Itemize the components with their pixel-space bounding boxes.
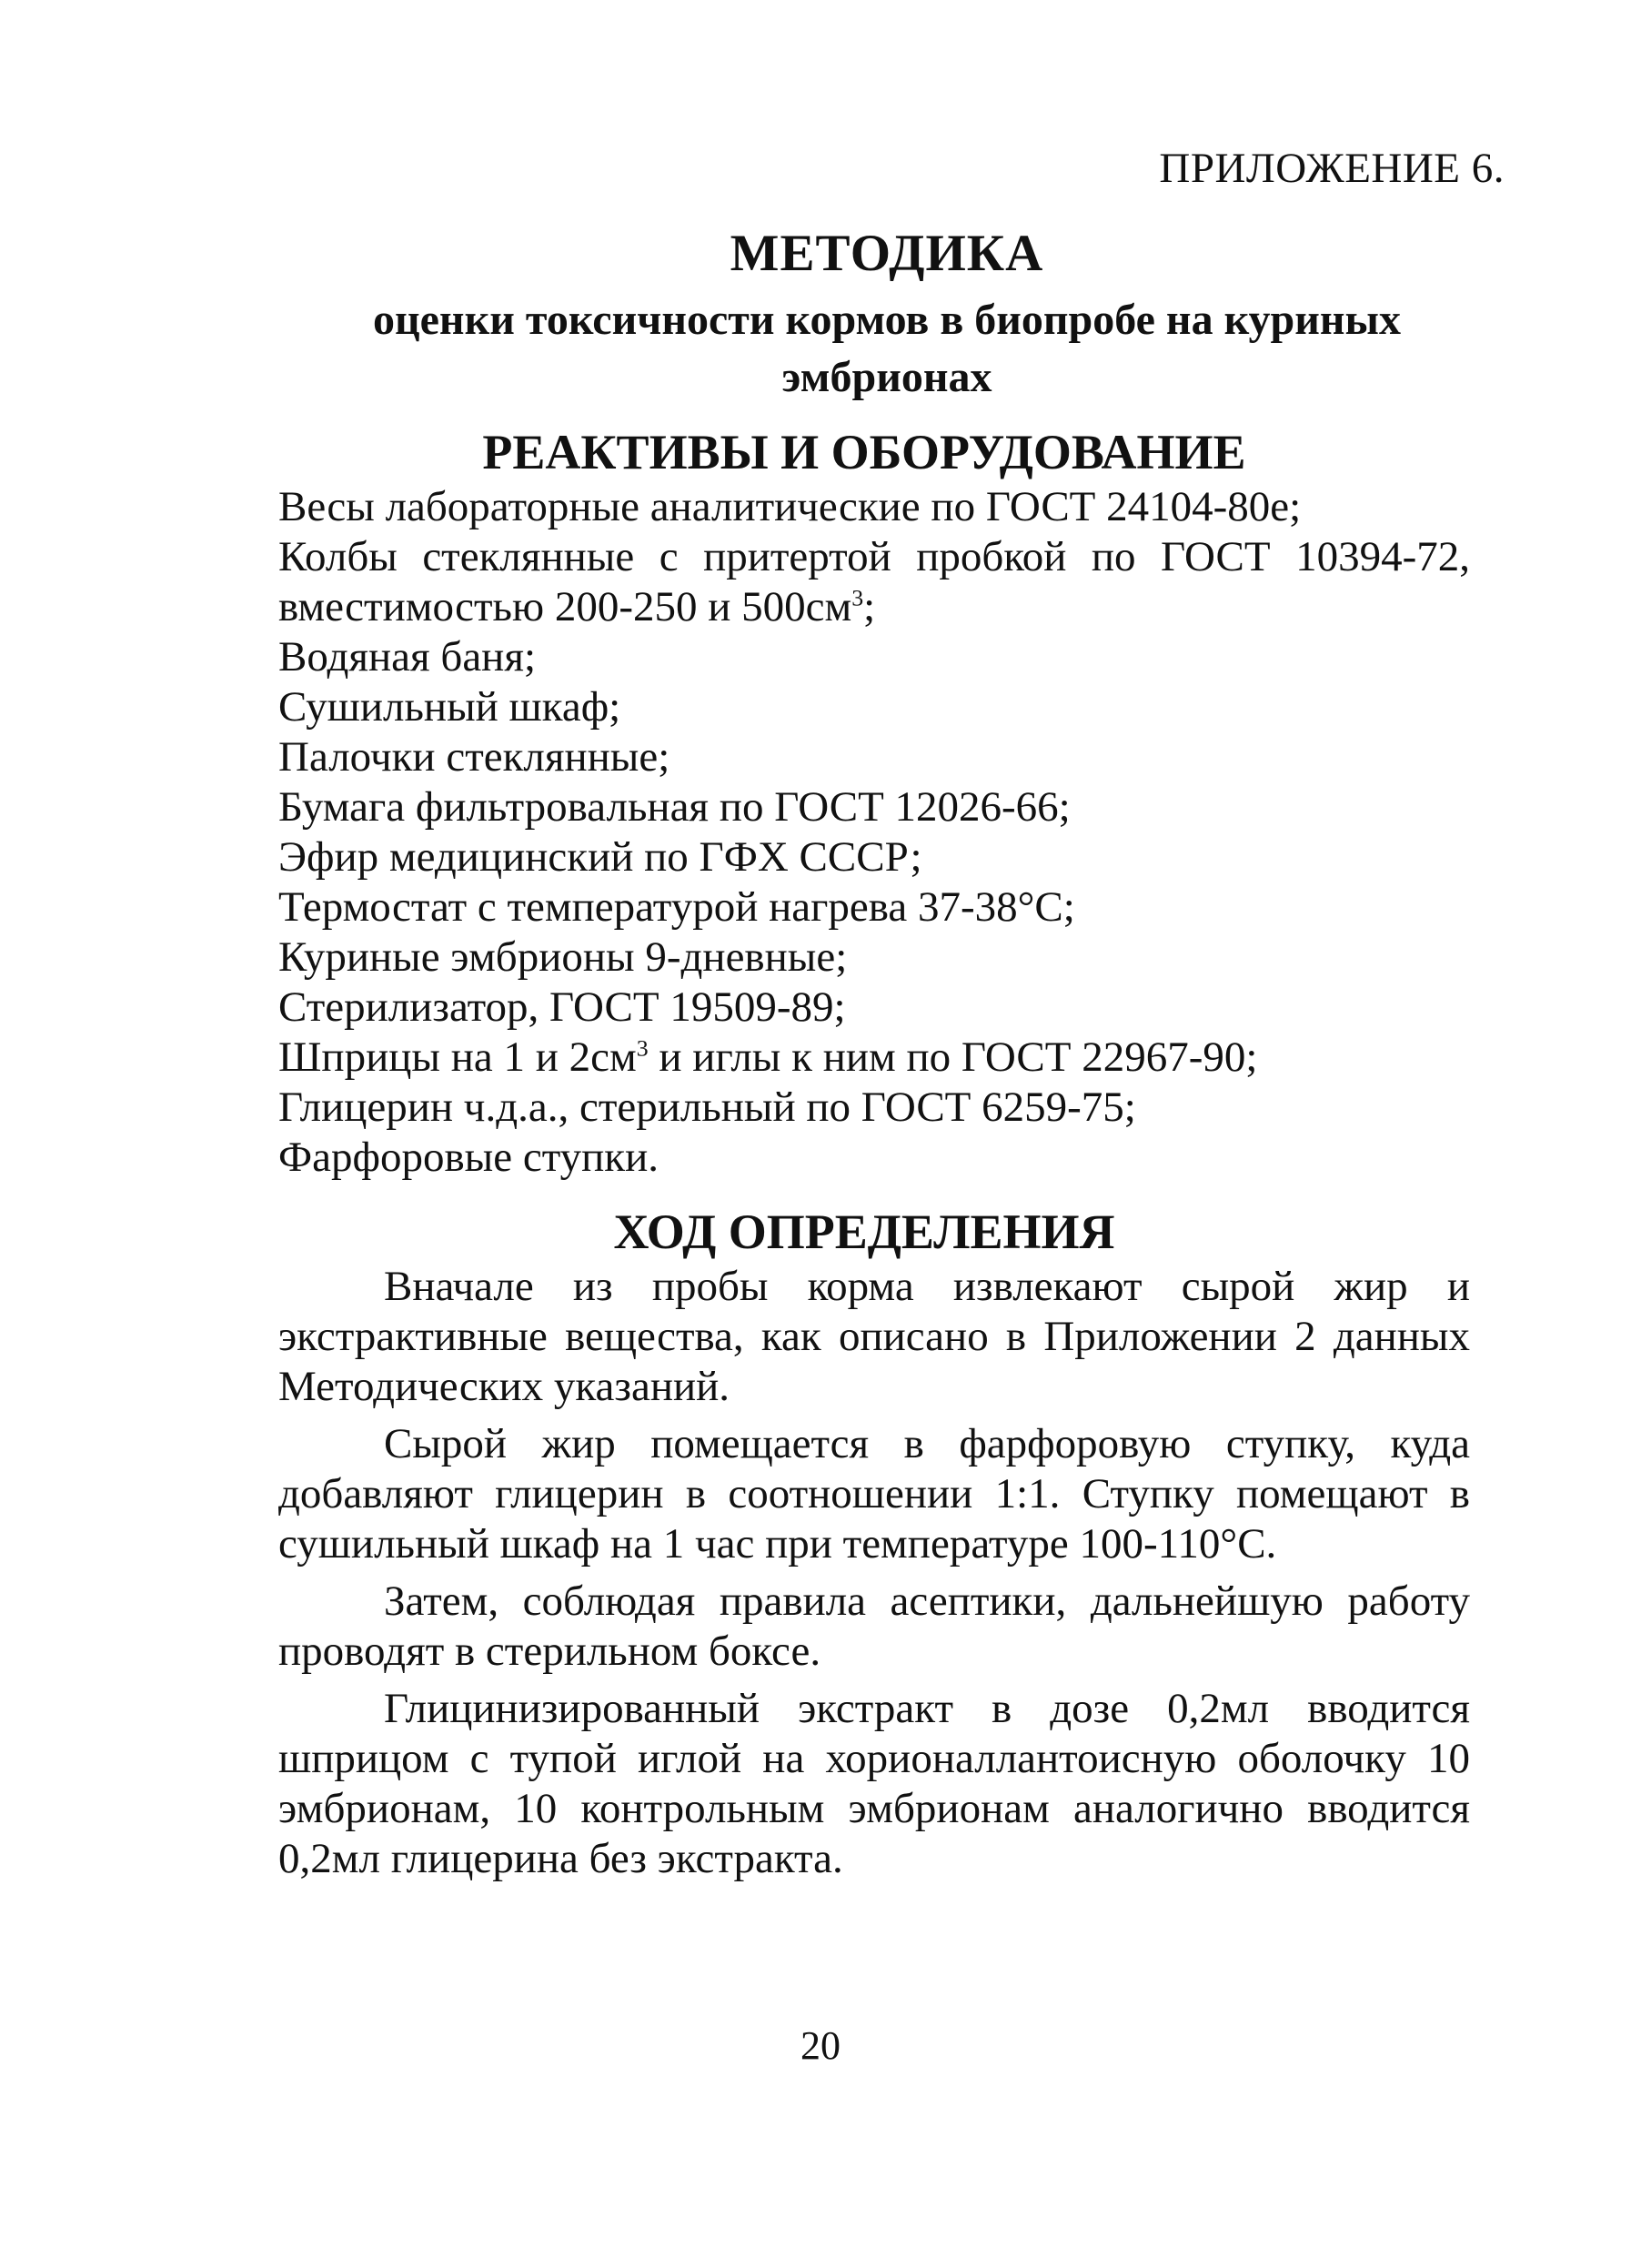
reagent-item: Глицерин ч.д.а., стерильный по ГОСТ 6259-75; (278, 1084, 1136, 1131)
reagent-item: Термостат с температурой нагрева 37-38°С; (278, 883, 1075, 931)
title-subtitle-line-1: оценки токсичности кормов в биопробе на куриных (372, 296, 1402, 344)
reagent-item: Весы лабораторные аналитические по ГОСТ 24104-80е; (278, 483, 1302, 530)
reagent-item: Колбы стеклянные с притертой пробкой по ГОСТ 10394-72, вместимостью 200-250 и $500см^3$; (278, 533, 1470, 630)
appendix-label: ПРИЛОЖЕНИЕ 6. (1159, 145, 1505, 192)
reagent-item: Фарфоровые ступки. (278, 1134, 659, 1181)
reagent-item: Бумага фильтровальная по ГОСТ 12026-66; (278, 783, 1071, 831)
page-number: 20 (800, 2023, 841, 2068)
document-title (273, 217, 1501, 406)
procedure-body (278, 1262, 1470, 1891)
reagent-item: Шприцы на 1 и $2см^3$ и иглы к ним по ГОСТ 22967-90; (278, 1033, 1258, 1081)
procedure-paragraph: Затем, соблюдая правила асептики, дальнейшую работу проводят в стерильном боксе. (278, 1578, 1470, 1675)
title-subtitle-line-2: эмбрионах (781, 353, 992, 401)
reagent-item: Палочки стеклянные; (278, 733, 670, 781)
procedure-paragraph: Глицинизированный экстракт в дозе 0,2мл вводится шприцом с тупой иглой на хорионаллантоисную оболочку 10 эмбрионам, 10 контрольным эмбрионам аналогично вводится 0,2мл глицерина без экстракта. (278, 1685, 1470, 1882)
procedure-paragraph: Вначале из пробы корма извлекают сырой жир и экстрактивные вещества, как описано в Приложении 2 данных Методических указаний. (278, 1263, 1470, 1410)
procedure-heading: ХОД ОПРЕДЕЛЕНИЯ (613, 1205, 1115, 1259)
title-main: МЕТОДИКА (730, 225, 1044, 282)
reagent-item: Эфир медицинский по ГФХ СССР; (278, 833, 922, 881)
reagent-list (278, 482, 1470, 1183)
reagents-heading: РЕАКТИВЫ И ОБОРУДОВАНИЕ (482, 425, 1246, 479)
reagent-item: Стерилизатор, ГОСТ 19509-89; (278, 983, 846, 1031)
procedure-paragraph: Сырой жир помещается в фарфоровую ступку, куда добавляют глицерин в соотношении 1:1. Ступку помещают в сушильный шкаф на 1 час при температуре 100-110°С. (278, 1420, 1470, 1567)
reagent-item: Сушильный шкаф; (278, 683, 621, 731)
reagent-item: Водяная баня; (278, 633, 537, 680)
reagent-item: Куриные эмбрионы 9-дневные; (278, 933, 848, 981)
